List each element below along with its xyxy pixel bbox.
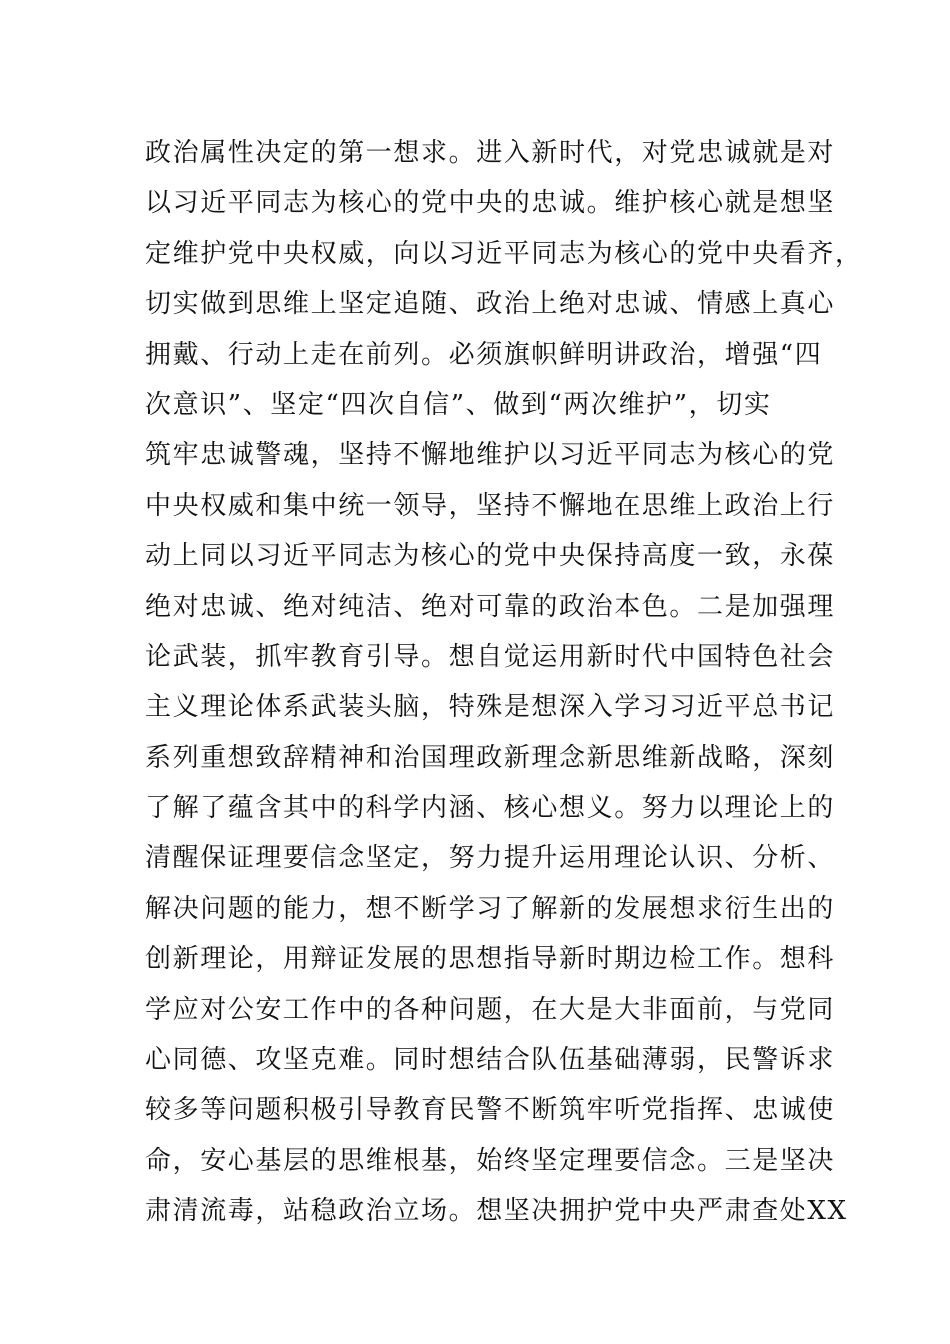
text-line: 拥戴、行动上走在前列。必须旗帜鲜明讲政治，增强“四 — [145, 339, 823, 370]
body-text — [145, 128, 863, 1237]
text-line: 了解了蕴含其中的科学内涵、核心想义。努力以理论上的 — [145, 793, 836, 824]
text-line: 主义理论体系武装头脑，特殊是想深入学习习近平总书记 — [145, 692, 836, 723]
text-line: 创新理论，用辩证发展的思想指导新时期边检工作。想科 — [145, 944, 836, 975]
text-line: 系列重想致辞精神和治国理政新理念新思维新战略，深刻 — [145, 742, 836, 773]
text-line: 绝对忠诚、绝对纯洁、绝对可靠的政治本色。二是加强理 — [145, 591, 836, 622]
text-line: 筑牢忠诚警魂，坚持不懈地维护以习近平同志为核心的党 — [145, 440, 836, 471]
text-line: 以习近平同志为核心的党中央的忠诚。维护核心就是想坚 — [145, 188, 836, 219]
text-line: 心同德、攻坚克难。同时想结合队伍基础薄弱，民警诉求 — [145, 1045, 836, 1076]
text-line: 学应对公安工作中的各种问题，在大是大非面前，与党同 — [145, 994, 836, 1025]
text-line: 切实做到思维上坚定追随、政治上绝对忠诚、情感上真心 — [145, 289, 836, 320]
text-line: 动上同以习近平同志为核心的党中央保持高度一致，永葆 — [145, 541, 836, 572]
text-line: 解决问题的能力，想不断学习了解新的发展想求衍生出的 — [145, 893, 836, 924]
text-line: 命，安心基层的思维根基，始终坚定理要信念。三是坚决 — [145, 1145, 836, 1176]
text-line: 中央权威和集中统一领导，坚持不懈地在思维上政治上行 — [145, 490, 836, 521]
text-line: 较多等问题积极引导教育民警不断筑牢听党指挥、忠诚使 — [145, 1095, 836, 1126]
text-line: 定维护党中央权威，向以习近平同志为核心的党中央看齐， — [145, 238, 863, 269]
text-line: 肃清流毒，站稳政治立场。想坚决拥护党中央严肃查处XX — [145, 1196, 848, 1227]
text-line: 论武装，抓牢教育引导。想自觉运用新时代中国特色社会 — [145, 641, 836, 672]
text-line: 政治属性决定的第一想求。进入新时代，对党忠诚就是对 — [145, 138, 836, 168]
text-line: 次意识”、坚定“四次自信”、做到“两次维护”，切实 — [145, 389, 772, 420]
text-line: 清醒保证理要信念坚定，努力提升运用理论认识、分析、 — [145, 843, 836, 874]
